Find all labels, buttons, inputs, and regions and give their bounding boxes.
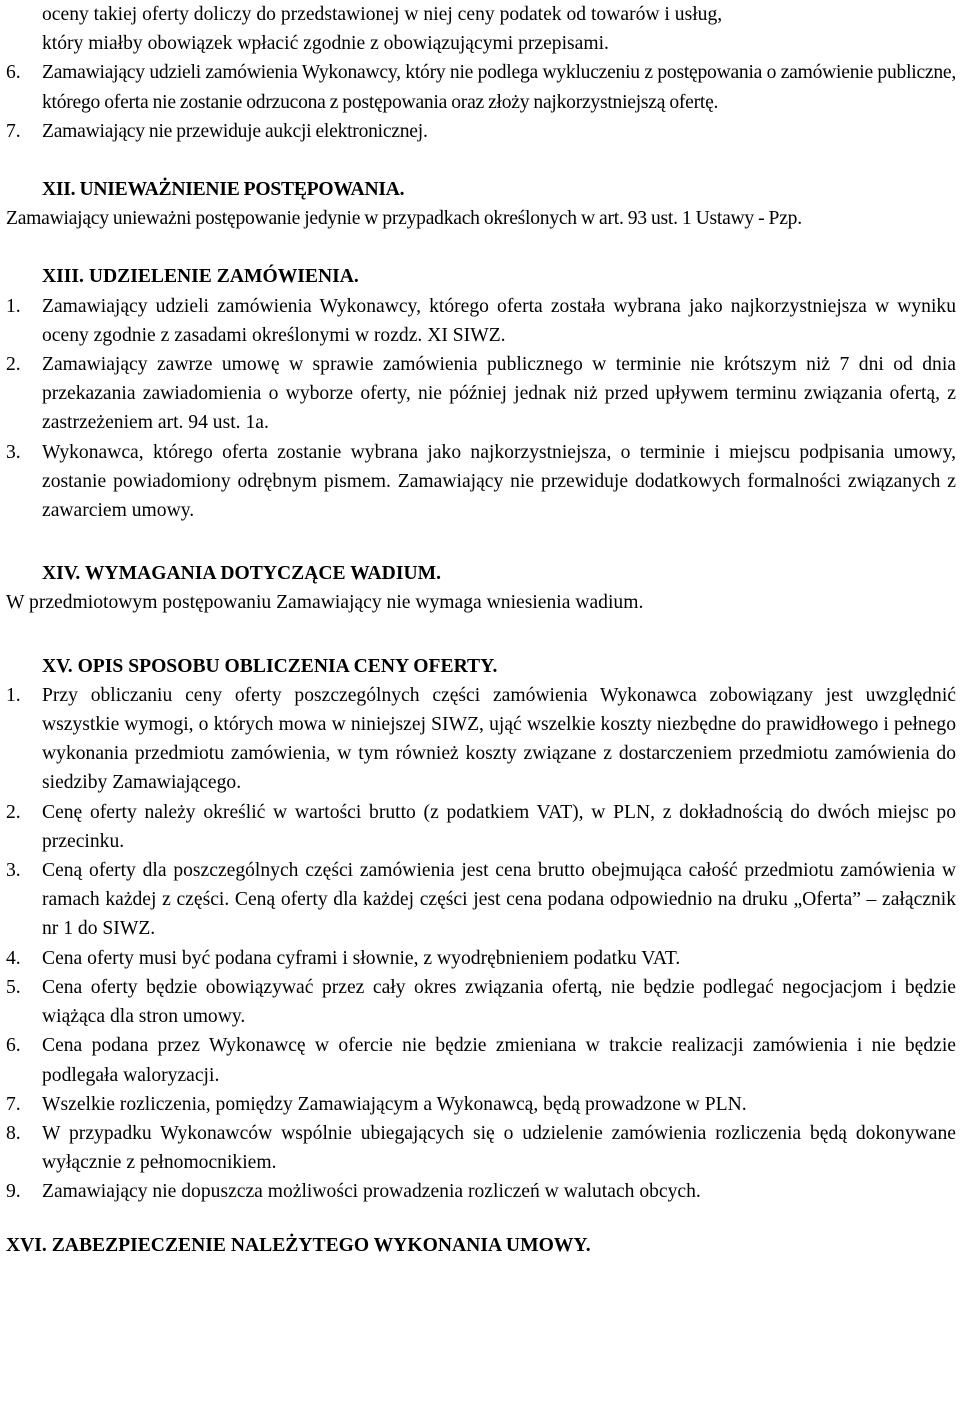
- section-xiv-text: W przedmiotowym postępowaniu Zamawiający nie wymaga wniesienia wadium.: [6, 592, 644, 614]
- item-number: 3.: [6, 860, 21, 882]
- list-item: [6, 58, 956, 116]
- item-text: Zamawiający udzieli zamówienia Wykonawcy, który nie podlega wykluczeniu z postępowania o zamówienie publiczne, którego oferta nie zostanie odrzucona z postępowania oraz złoży najkorzystniejszą ofertę.: [42, 62, 956, 113]
- item-text: Ceną oferty dla poszczególnych części zamówienia jest cena brutto obejmująca całość przedmiotu zamówienia w ramach każdej z części. Ceną oferty dla każdej części jest cena podana odpowiednio na druku „Oferta” – załącznik nr 1 do SIWZ.: [42, 860, 956, 940]
- list-item: [6, 1031, 956, 1089]
- list-item: [6, 1177, 956, 1206]
- item-number: 7.: [6, 120, 21, 142]
- section-heading-xv: XV. OPIS SPOSOBU OBLICZENIA CENY OFERTY.: [42, 655, 498, 677]
- item-text: Zamawiający nie przewiduje aukcji elektronicznej.: [42, 120, 428, 142]
- list-item: [6, 1119, 956, 1177]
- intro-line: oceny takiej oferty doliczy do przedstawionej w niej ceny podatek od towarów i usług,: [42, 4, 723, 25]
- document-body: [6, 0, 956, 1260]
- item-number: 5.: [6, 976, 21, 998]
- list-item: [6, 438, 956, 526]
- list-item: [6, 350, 956, 438]
- list-item: [6, 292, 956, 350]
- item-text: Cena podana przez Wykonawcę w ofercie nie będzie zmieniana w trakcie realizacji zamówienia i nie będzie podlegała waloryzacji.: [42, 1035, 956, 1086]
- item-number: 6.: [6, 1035, 21, 1057]
- item-number: 9.: [6, 1181, 21, 1203]
- intro-line: który miałby obowiązek wpłacić zgodnie z obowiązującymi przepisami.: [42, 33, 609, 55]
- item-number: 1.: [6, 295, 21, 317]
- item-number: 7.: [6, 1093, 21, 1115]
- list-item: [6, 856, 956, 944]
- item-text: Przy obliczaniu ceny oferty poszczególnych części zamówienia Wykonawca zobowiązany jest uwzględnić wszystkie wymogi, o których mowa w niniejszej SIWZ, ująć wszelkie koszty niezbędne do prawidłowego i pełnego wykonania przedmiotu zamówienia, w tym również koszty związane z dostarczeniem przedmiotu zamówienia do siedziby Zamawiającego.: [42, 684, 956, 794]
- section-xii-text: Zamawiający unieważni postępowanie jedynie w przypadkach określonych w art. 93 ust. 1 Ustawy - Pzp.: [6, 208, 802, 230]
- list-item: [6, 944, 956, 973]
- section-heading-xvi: XVI. ZABEZPIECZENIE NALEŻYTEGO WYKONANIA UMOWY.: [6, 1234, 591, 1256]
- intro-paragraph: [6, 0, 956, 58]
- item-number: 8.: [6, 1122, 21, 1144]
- list-item: [6, 798, 956, 856]
- list-item: [6, 1090, 956, 1119]
- item-text: Zamawiający nie dopuszcza możliwości prowadzenia rozliczeń w walutach obcych.: [42, 1181, 701, 1203]
- item-number: 3.: [6, 441, 21, 463]
- item-text: Zamawiający zawrze umowę w sprawie zamówienia publicznego w terminie nie krótszym niż 7 dni od dnia przekazania zawiadomienia o wyborze oferty, nie później jednak niż przed upływem terminu związania ofertą, z zastrzeżeniem art. 94 ust. 1a.: [42, 354, 956, 434]
- list-item: [6, 117, 956, 146]
- section-heading-xiii: XIII. UDZIELENIE ZAMÓWIENIA.: [42, 266, 359, 288]
- item-text: Cenę oferty należy określić w wartości brutto (z podatkiem VAT), w PLN, z dokładnością do dwóch miejsc po przecinku.: [42, 801, 956, 852]
- item-number: 1.: [6, 684, 21, 706]
- item-text: Wykonawca, którego oferta zostanie wybrana jako najkorzystniejsza, o terminie i miejscu podpisania umowy, zostanie powiadomiony odrębnym pismem. Zamawiający nie przewiduje dodatkowych formalności związanych z zawarciem umowy.: [42, 441, 956, 522]
- section-heading-xiv: XIV. WYMAGANIA DOTYCZĄCE WADIUM.: [42, 563, 441, 585]
- section-heading-xii: XII. UNIEWAŻNIENIE POSTĘPOWANIA.: [42, 179, 405, 201]
- item-number: 2.: [6, 801, 21, 823]
- item-text: Cena oferty będzie obowiązywać przez cały okres związania ofertą, nie będzie podlegać negocjacjom i będzie wiążąca dla stron umowy.: [42, 976, 956, 1028]
- list-item: [6, 973, 956, 1031]
- item-text: W przypadku Wykonawców wspólnie ubiegających się o udzielenie zamówienia rozliczenia będą dokonywane wyłącznie z pełnomocnikiem.: [42, 1122, 956, 1174]
- list-item: [6, 681, 956, 798]
- item-text: Wszelkie rozliczenia, pomiędzy Zamawiającym a Wykonawcą, będą prowadzone w PLN.: [42, 1093, 747, 1115]
- item-text: Cena oferty musi być podana cyframi i słownie, z wyodrębnieniem podatku VAT.: [42, 947, 681, 969]
- item-number: 2.: [6, 354, 21, 376]
- item-number: 6.: [6, 62, 21, 84]
- item-number: 4.: [6, 947, 21, 969]
- item-text: Zamawiający udzieli zamówienia Wykonawcy, którego oferta została wybrana jako najkorzystniejsza w wyniku oceny zgodnie z zasadami określonymi w rozdz. XI SIWZ.: [42, 295, 956, 346]
